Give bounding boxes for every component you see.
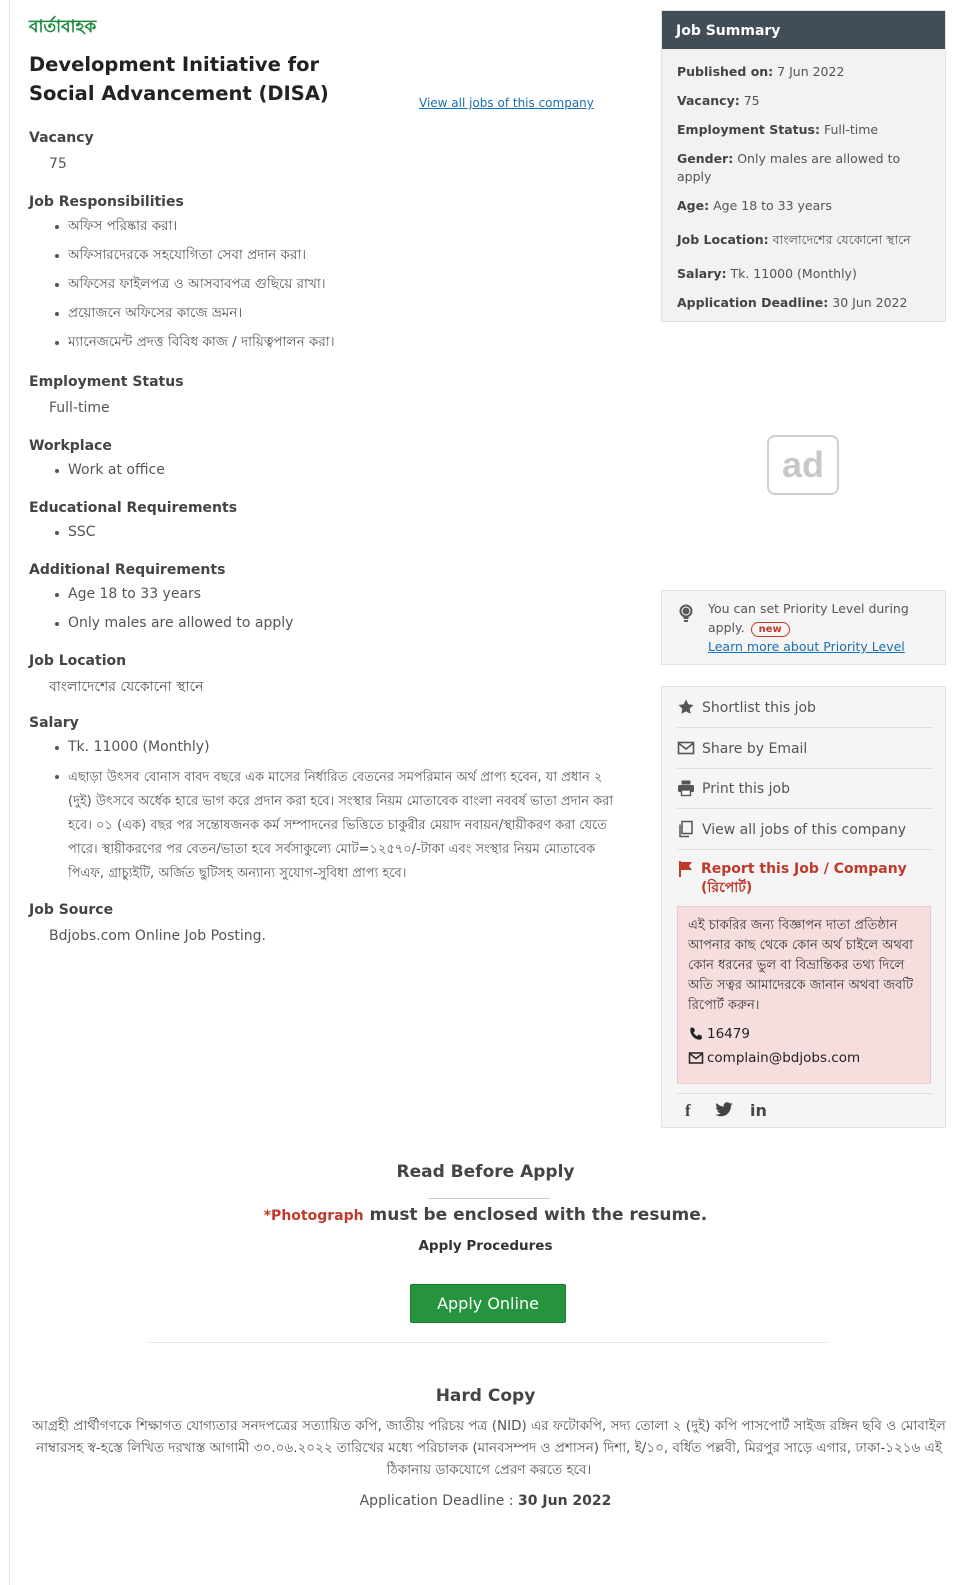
apply-procedures-title: Apply Procedures	[418, 1238, 553, 1254]
envelope-icon	[688, 1050, 704, 1066]
additional-list	[29, 584, 619, 633]
summary-label: Gender:	[677, 151, 734, 166]
summary-value: Tk. 11000 (Monthly)	[730, 266, 857, 281]
location-section	[29, 651, 619, 697]
complain-email[interactable]: complain@bdjobs.com	[707, 1050, 861, 1066]
summary-value: 30 Jun 2022	[832, 295, 908, 310]
fraud-warning-text: এই চাকরির জন্য বিজ্ঞাপন দাতা প্রতিষ্ঠান আপনার কাছ থেকে কোন অর্থ চাইলে অথবা কোন ধরনের ভুল বা বিভ্রান্তিকর তথ্য দিলে অতি সত্বর আমাদেরকে জানান অথবা জবটি রিপোর্ট করুন।	[688, 918, 914, 1013]
list-item: Tk. 11000 (Monthly)	[49, 737, 619, 757]
summary-value: বাংলাদেশের যেকোনো স্থানে	[772, 232, 911, 247]
workplace-section	[29, 436, 619, 480]
job-actions-panel	[661, 686, 946, 1128]
salary-section	[29, 713, 619, 886]
summary-value: Full-time	[823, 122, 879, 137]
summary-label: Employment Status:	[677, 122, 820, 137]
warning-email	[688, 1048, 920, 1068]
twitter-icon[interactable]	[715, 1102, 733, 1117]
summary-value: 7 Jun 2022	[777, 64, 845, 79]
view-all-jobs-button[interactable]	[677, 809, 932, 850]
priority-text: You can set Priority Level during apply.	[708, 601, 909, 635]
list-item: ম্যানেজমেন্ট প্রদত্ত বিবিধ কাজ / দায়িত্বপালন করা।	[49, 332, 619, 352]
list-item: SSC	[49, 522, 619, 542]
salary-heading: Salary	[29, 715, 79, 731]
print-job-label: Print this job	[702, 781, 790, 797]
job-details	[29, 14, 619, 946]
job-summary-panel	[661, 10, 946, 322]
shortlist-label: Shortlist this job	[702, 700, 816, 716]
additional-heading: Additional Requirements	[29, 562, 226, 578]
list-item: অফিস পরিষ্কার করা।	[49, 216, 619, 236]
list-item: Work at office	[49, 460, 619, 480]
summary-label: Job Location:	[677, 232, 769, 247]
social-divider	[677, 1093, 932, 1094]
summary-row	[677, 197, 930, 215]
photograph-note-text: must be enclosed with the resume.	[363, 1205, 708, 1225]
list-item: Only males are allowed to apply	[49, 613, 619, 633]
vacancy-heading: Vacancy	[29, 130, 94, 146]
phone-icon	[688, 1026, 704, 1042]
company-name: Development Initiative for Social Advancement (DISA)	[29, 53, 329, 105]
shortlist-button[interactable]	[677, 687, 932, 728]
responsibilities-section	[29, 192, 619, 352]
summary-label: Salary:	[677, 266, 727, 281]
share-email-button[interactable]	[677, 728, 932, 769]
summary-row	[677, 265, 930, 283]
view-all-jobs-label: View all jobs of this company	[702, 822, 907, 838]
facebook-icon[interactable]: f	[685, 1101, 691, 1120]
list-item: প্রয়োজনে অফিসের কাজে ভ্রমন।	[49, 303, 619, 323]
summary-row	[677, 121, 930, 139]
job-summary-title: Job Summary	[662, 11, 945, 49]
education-section	[29, 498, 619, 542]
star-icon	[677, 698, 695, 716]
new-badge: new	[751, 622, 790, 637]
summary-label: Application Deadline:	[677, 295, 829, 310]
deadline-value: 30 Jun 2022	[518, 1493, 612, 1509]
print-job-button[interactable]	[677, 768, 932, 809]
lightbulb-icon	[678, 603, 694, 625]
copy-icon	[677, 820, 695, 838]
job-source-section	[29, 900, 619, 946]
page-edge-divider	[9, 0, 10, 1585]
flag-icon	[677, 860, 695, 878]
vacancy-value: 75	[49, 156, 67, 172]
employment-status-value: Full-time	[49, 400, 110, 416]
photograph-note	[0, 1205, 971, 1225]
summary-row	[677, 294, 930, 312]
summary-label: Age:	[677, 198, 710, 213]
hard-copy-instructions: আগ্রহী প্রার্থীগণকে শিক্ষাগত যোগ্যতার সনদপত্রের সত্যায়িত কপি, জাতীয় পরিচয় পত্র (NID) এর ফটোকপি, সদ্য তোলা ২ (দুই) কপি পাসপোর্ট সাইজ রঙ্গিন ছবি ও মোবাইল নাম্বারসহ স্ব-হস্তে লিখিত দরখাস্ত আগামী ৩০.০৬.২০২২ তারিখের মধ্যে পরিচালক (মানবসম্পদ ও প্রশাসন) দিশা, ই/১০, বর্ধিত পল্লবী, মিরপুর সাড়ে এগার, ঢাকা-১২১৬ এই ঠিকানায় ডাকযোগে প্রেরণ করতে হবে।	[32, 1418, 946, 1478]
summary-row	[677, 92, 930, 110]
fraud-warning-box	[677, 906, 931, 1084]
summary-label: Vacancy:	[677, 93, 740, 108]
responsibilities-list	[29, 216, 619, 352]
employment-status-section	[29, 372, 619, 418]
list-item: অফিসারদেরকে সহযোগিতা সেবা প্রদান করা।	[49, 245, 619, 265]
education-list	[29, 522, 619, 542]
list-item: Age 18 to 33 years	[49, 584, 619, 604]
additional-section	[29, 560, 619, 633]
summary-value: 75	[743, 93, 760, 108]
view-all-jobs-link[interactable]: View all jobs of this company	[419, 96, 594, 110]
share-email-label: Share by Email	[702, 741, 808, 757]
vacancy-section	[29, 128, 619, 174]
read-before-apply-divider	[428, 1198, 550, 1199]
summary-row	[677, 231, 930, 249]
salary-list	[29, 737, 619, 886]
list-item: অফিসের ফাইলপত্র ও আসবাবপত্র গুছিয়ে রাখা।	[49, 274, 619, 294]
responsibilities-heading: Job Responsibilities	[29, 194, 184, 210]
summary-row	[677, 63, 930, 81]
location-heading: Job Location	[29, 653, 127, 669]
job-source-heading: Job Source	[29, 902, 114, 918]
summary-value: Only males are allowed to apply	[677, 151, 901, 184]
photograph-required-label: *Photograph	[263, 1208, 364, 1224]
workplace-list	[29, 460, 619, 480]
deadline-label: Application Deadline :	[359, 1493, 519, 1509]
summary-label: Published on:	[677, 64, 774, 79]
summary-row	[677, 150, 930, 186]
location-value: বাংলাদেশের যেকোনো স্থানে	[49, 679, 204, 695]
report-job-label: Report this Job / Company (রিপোর্ট)	[701, 861, 907, 896]
printer-icon	[677, 779, 695, 797]
company-bn-name: বার্তাবাহক	[29, 17, 97, 37]
summary-value: Age 18 to 33 years	[713, 198, 832, 213]
read-before-apply-title: Read Before Apply	[396, 1162, 575, 1182]
application-deadline	[0, 1493, 971, 1509]
ad-placeholder[interactable]: ad	[767, 435, 839, 495]
priority-level-box	[661, 590, 946, 665]
education-heading: Educational Requirements	[29, 500, 238, 516]
hard-copy-title: Hard Copy	[435, 1386, 536, 1406]
list-item: এছাড়া উৎসব বোনাস বাবদ বছরে এক মাসের নির্ধারিত বেতনের সমপরিমান অর্থ প্রাপ্য হবেন, যা প্রধান ২ (দুই) উৎসবে অর্ধেক হারে ভাগ করে প্রদান করা হবে। সংস্থার নিয়ম মোতাবেক বাংলা নববর্ষ ভাতা প্রদান করা হবে। ০১ (এক) বছর পর সন্তোষজনক কর্ম সম্পাদনের ভিত্তিতে চাকুরীর মেয়াদ নবায়ন/স্থায়ীকরণ করা যেতে পারে। স্থায়ীকরণের পর বেতন/ভাতা হবে সর্বসাকুল্যে মোট=১২৫৭০/-টাকা এবং সংস্থার নিয়ম মোতাবেক পিএফ, গ্রাচ্যুইটি, অর্জিত ছুটিসহ অন্যান্য সুযোগ-সুবিধা প্রাপ্য হবে।	[49, 766, 619, 886]
phone-number: 16479	[707, 1026, 750, 1042]
warning-phone	[688, 1024, 920, 1044]
section-divider	[148, 1342, 828, 1343]
apply-online-button[interactable]: Apply Online	[410, 1284, 566, 1323]
priority-learn-more-link[interactable]: Learn more about Priority Level	[708, 639, 905, 654]
workplace-heading: Workplace	[29, 438, 112, 454]
job-source-value: Bdjobs.com Online Job Posting.	[49, 928, 266, 944]
envelope-icon	[677, 739, 695, 757]
linkedin-icon[interactable]: in	[750, 1101, 767, 1120]
employment-status-heading: Employment Status	[29, 374, 184, 390]
